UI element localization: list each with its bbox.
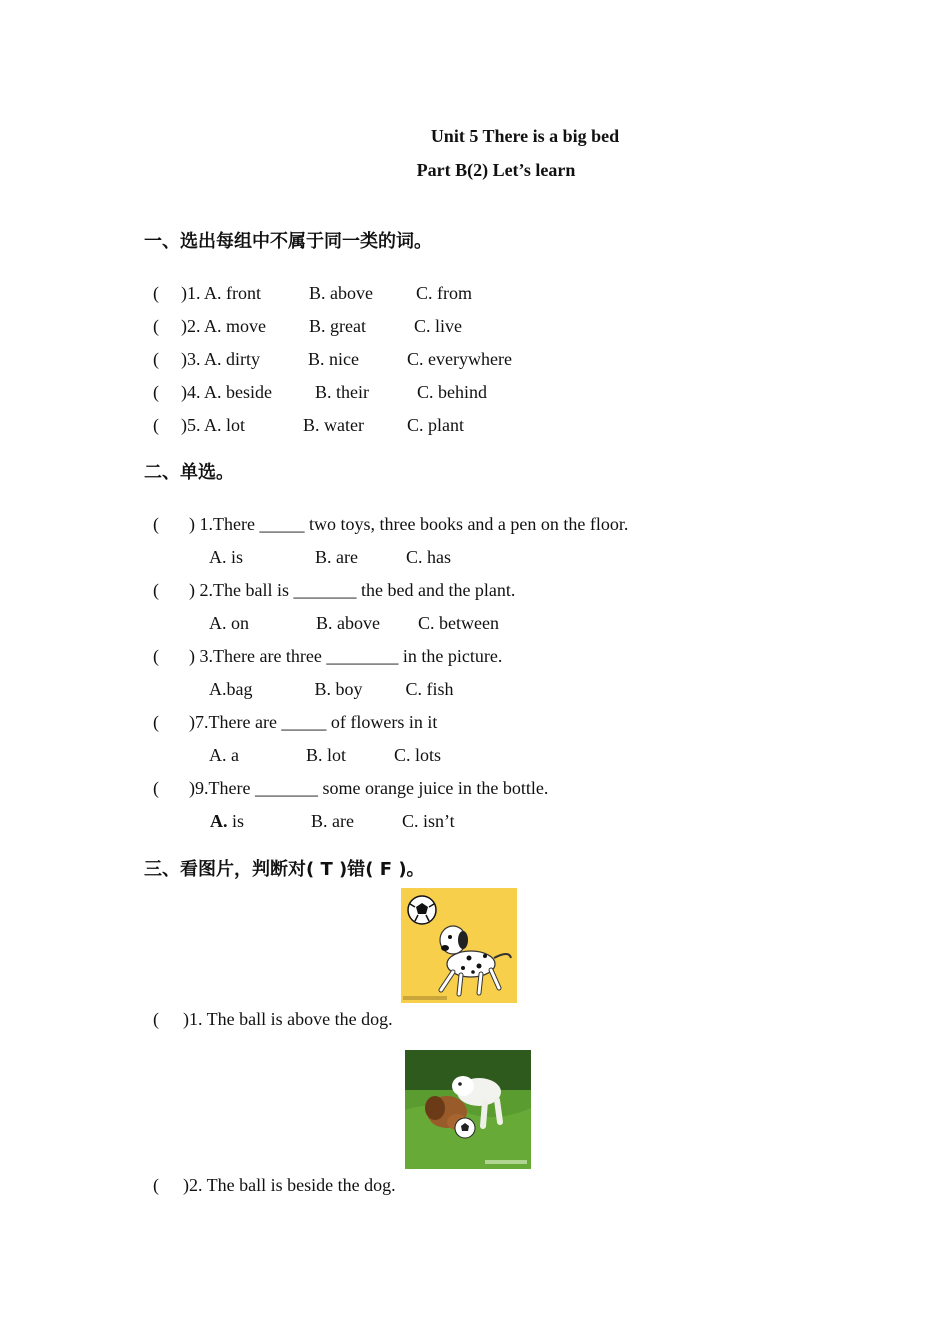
question-stem: )9.There _______ some orange juice in the bottle.: [189, 778, 549, 798]
option-a: A. on: [209, 613, 250, 633]
worksheet-subtitle: Part B(2) Let’s learn: [416, 160, 576, 180]
option-b: B. lot: [306, 745, 347, 765]
question-stem: ) 1.There _____ two toys, three books and a pen on the floor.: [189, 514, 629, 534]
section2-heading: 二、单选。: [144, 462, 234, 483]
answer-blank: (: [153, 1175, 159, 1195]
s1-option-c: C. from: [415, 283, 472, 303]
statement: )1. The ball is above the dog.: [183, 1009, 393, 1029]
s1-option-c: C. behind: [416, 382, 487, 402]
answer-blank: (: [153, 415, 159, 435]
s3-item-2: [144, 1152, 396, 1196]
answer-blank: (: [153, 316, 159, 336]
s3-item-1: [144, 986, 393, 1030]
section1-heading: 一、选出每组中不属于同一类的词。: [144, 231, 432, 252]
option-c: C. between: [418, 613, 499, 633]
option-b: B. are: [315, 547, 359, 567]
option-b: B. boy: [314, 679, 363, 699]
answer-blank: (: [153, 514, 159, 534]
dog-ball-picture-1: [401, 888, 517, 1003]
option-a: A. a: [209, 745, 240, 765]
option-c: C. fish: [405, 679, 454, 699]
s1-option-c: C. everywhere: [407, 349, 512, 369]
answer-blank: (: [153, 283, 159, 303]
option-c: C. lots: [394, 745, 442, 765]
answer-blank: (: [153, 382, 159, 402]
s1-option-a: )3. A. dirty: [181, 349, 260, 369]
answer-blank: (: [153, 1009, 159, 1029]
s1-option-c: C. plant: [407, 415, 464, 435]
answer-blank: (: [153, 646, 159, 666]
option-c: C. has: [406, 547, 452, 567]
option-b: B. are: [311, 811, 354, 831]
option-b: B. above: [316, 613, 380, 633]
dog-ball-picture-2: [405, 1050, 531, 1169]
question-stem: ) 2.The ball is _______ the bed and the plant.: [189, 580, 516, 600]
s1-option-a: )5. A. lot: [181, 415, 246, 435]
s1-item-5: [144, 392, 464, 436]
worksheet-title: Unit 5 There is a big bed: [430, 126, 620, 146]
answer-blank: (: [153, 580, 159, 600]
option-a: A.bag: [209, 679, 253, 699]
question-stem: ) 3.There are three ________ in the picture.: [189, 646, 503, 666]
cartoon-dog-illustration: [401, 888, 517, 1003]
s1-option-a: )2. A. move: [181, 316, 266, 336]
s1-option-a: )4. A. beside: [181, 382, 272, 402]
s1-option-a: )1. A. front: [181, 283, 261, 303]
s1-option-c: C. live: [413, 316, 462, 336]
question-stem: )7.There are _____ of flowers in it: [189, 712, 438, 732]
s1-option-b: B. above: [309, 283, 373, 303]
s2-options-5: [201, 788, 455, 832]
s1-option-b: B. water: [303, 415, 364, 435]
answer-blank: (: [153, 712, 159, 732]
s1-option-b: B. great: [309, 316, 366, 336]
answer-blank: (: [153, 778, 159, 798]
s1-option-b: B. their: [314, 382, 369, 402]
option-a: is: [227, 811, 245, 831]
statement: )2. The ball is beside the dog.: [183, 1175, 396, 1195]
answer-blank: (: [153, 349, 159, 369]
section3-heading: 三、看图片，判断对( T )错( F )。: [144, 859, 425, 880]
option-a: A. is: [209, 547, 244, 567]
option-c: C. isn’t: [402, 811, 455, 831]
dogs-photo-illustration: [405, 1050, 531, 1169]
s1-option-b: B. nice: [308, 349, 359, 369]
option-a-letter: A.: [210, 811, 228, 831]
